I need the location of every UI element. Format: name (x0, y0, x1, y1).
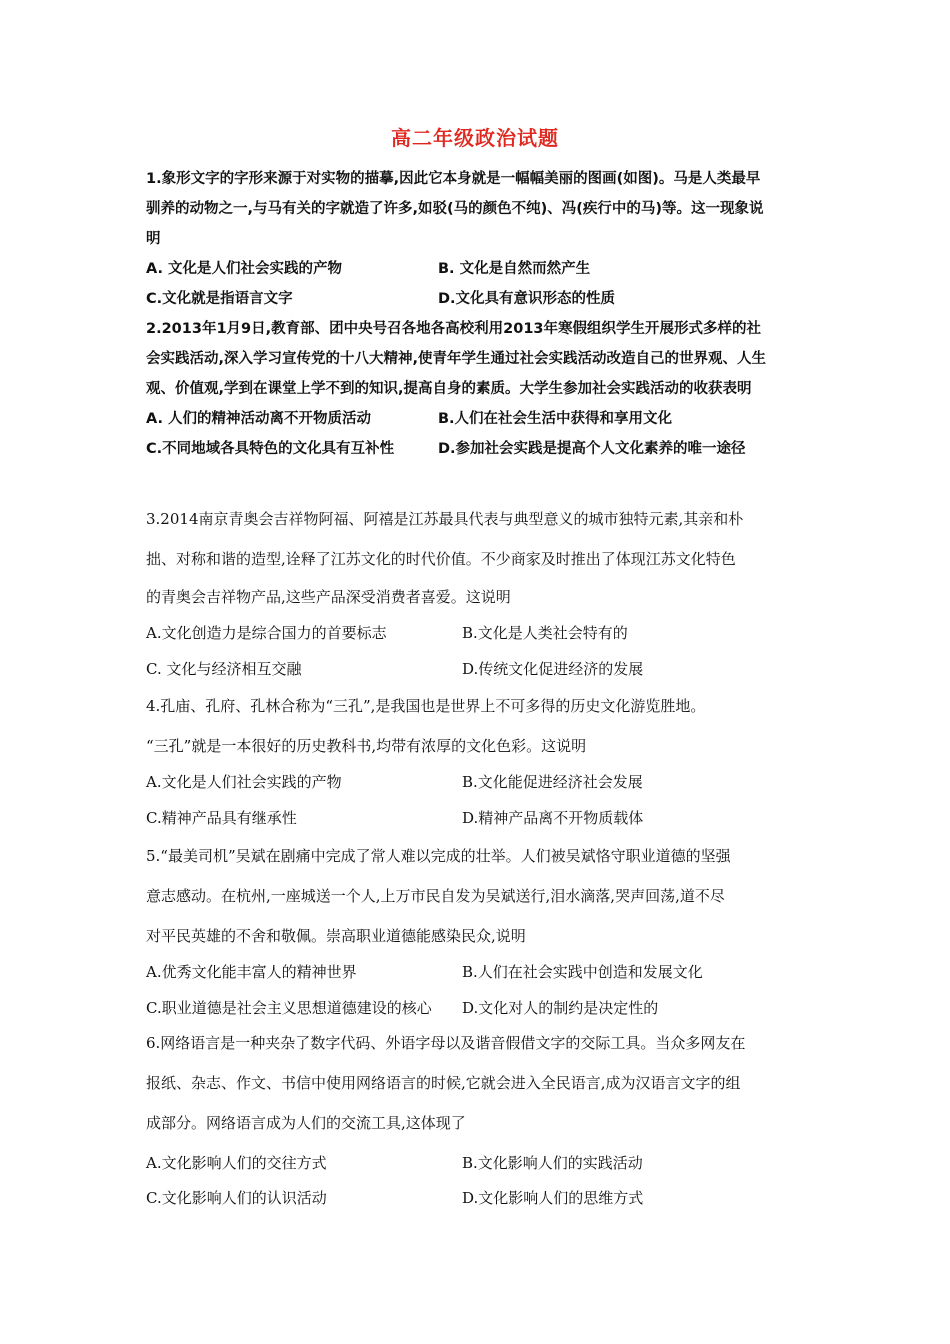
option-b: B.文化是人类社会特有的 (462, 624, 628, 642)
question-text-line: 1.象形文字的字形来源于对实物的描摹,因此它本身就是一幅幅美丽的图画(如图)。马是人类最早 (146, 171, 761, 187)
option-a: A.文化创造力是综合国力的首要标志 (146, 624, 387, 642)
question-text-line: 报纸、杂志、作文、书信中使用网络语言的时候,它就会进入全民语言,成为汉语言文字的组 (146, 1074, 741, 1092)
question-text-line: 意志感动。在杭州,一座城送一个人,上万市民自发为吴斌送行,泪水滴落,哭声回荡,道不尽 (146, 887, 725, 905)
question-text-line: 5.“最美司机”吴斌在剧痛中完成了常人难以完成的壮举。人们被吴斌恪守职业道德的坚强 (146, 847, 731, 865)
option-c: C.职业道德是社会主义思想道德建设的核心 (146, 999, 432, 1017)
option-d: D.文化影响人们的思维方式 (462, 1189, 644, 1207)
option-c: C.文化影响人们的认识活动 (146, 1189, 327, 1207)
question-text-line: 成部分。网络语言成为人们的交流工具,这体现了 (146, 1114, 466, 1132)
option-d: D.文化具有意识形态的性质 (438, 291, 616, 307)
question-text-line: 明 (146, 231, 161, 247)
option-a: A.文化影响人们的交往方式 (146, 1154, 327, 1172)
option-d: D.参加社会实践是提高个人文化素养的唯一途径 (438, 441, 746, 457)
question-text-line: 会实践活动,深入学习宣传党的十八大精神,使青年学生通过社会实践活动改造自己的世界观、人生 (146, 351, 767, 367)
option-b: B.文化影响人们的实践活动 (462, 1154, 643, 1172)
question-text-line: 3.2014南京青奥会吉祥物阿福、阿禧是江苏最具代表与典型意义的城市独特元素,其亲和朴 (146, 510, 744, 528)
option-c: C.精神产品具有继承性 (146, 809, 297, 827)
option-a: A. 文化是人们社会实践的产物 (146, 261, 343, 277)
question-text-line: 4.孔庙、孔府、孔林合称为“三孔”,是我国也是世界上不可多得的历史文化游览胜地。 (146, 697, 706, 715)
question-text-line: 对平民英雄的不舍和敬佩。崇高职业道德能感染民众,说明 (146, 927, 526, 945)
option-d: D.精神产品离不开物质载体 (462, 809, 644, 827)
question-text-line: “三孔”就是一本很好的历史教科书,均带有浓厚的文化色彩。这说明 (146, 737, 587, 755)
option-d: D.传统文化促进经济的发展 (462, 660, 644, 678)
option-b: B.人们在社会实践中创造和发展文化 (462, 963, 703, 981)
option-c: C.文化就是指语言文字 (146, 291, 293, 307)
option-a: A.优秀文化能丰富人的精神世界 (146, 963, 357, 981)
question-text-line: 2.2013年1月9日,教育部、团中央号召各地各高校利用2013年寒假组织学生开展形式多样的社 (146, 321, 761, 337)
question-text-line: 拙、对称和谐的造型,诠释了江苏文化的时代价值。不少商家及时推出了体现江苏文化特色 (146, 550, 736, 568)
page-title: 高二年级政治试题 (391, 126, 559, 150)
option-a: A. 人们的精神活动离不开物质活动 (146, 411, 372, 427)
option-b: B.人们在社会生活中获得和享用文化 (438, 411, 673, 427)
option-a: A.文化是人们社会实践的产物 (146, 773, 342, 791)
option-b: B.文化能促进经济社会发展 (462, 773, 643, 791)
question-text-line: 驯养的动物之一,与马有关的字就造了许多,如驳(马的颜色不纯)、冯(疾行中的马)等。这一现象说 (146, 201, 764, 217)
question-text-line: 6.网络语言是一种夹杂了数字代码、外语字母以及谐音假借文字的交际工具。当众多网友在 (146, 1034, 746, 1052)
option-d: D.文化对人的制约是决定性的 (462, 999, 659, 1017)
option-b: B. 文化是自然而然产生 (438, 261, 591, 277)
question-text-line: 的青奥会吉祥物产品,这些产品深受消费者喜爱。这说明 (146, 588, 511, 606)
question-text-line: 观、价值观,学到在课堂上学不到的知识,提高自身的素质。大学生参加社会实践活动的收获表明 (146, 381, 752, 397)
option-c: C. 文化与经济相互交融 (146, 660, 302, 678)
option-c: C.不同地域各具特色的文化具有互补性 (146, 441, 395, 457)
